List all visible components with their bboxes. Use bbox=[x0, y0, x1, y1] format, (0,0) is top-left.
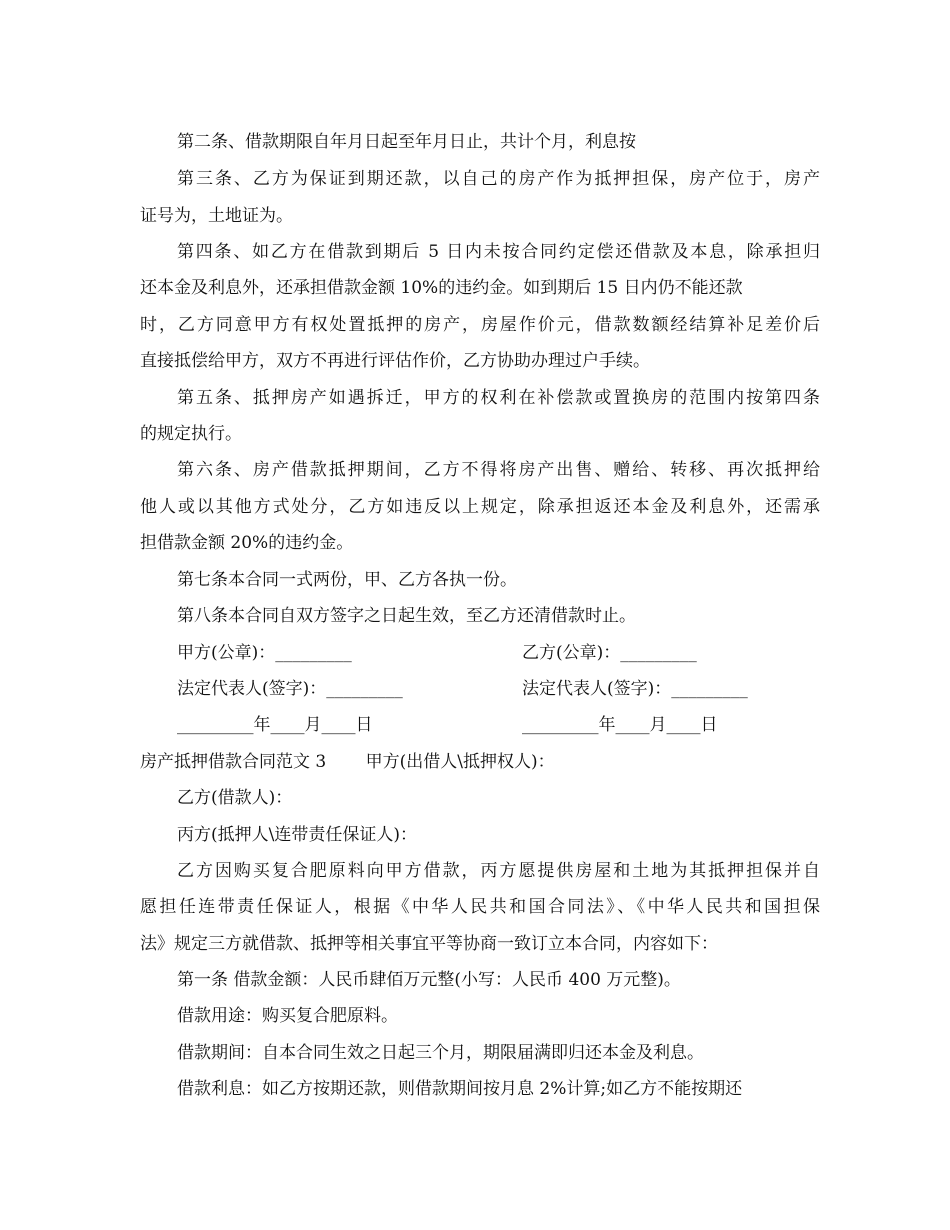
loan-interest: 借款利息：如乙方按期还款，则借款期间按月息 2%计算;如乙方不能按期还 bbox=[177, 1079, 743, 1099]
loan-period: 借款期间：自本合同生效之日起三个月，期限届满即归还本金及利息。 bbox=[177, 1043, 704, 1063]
party-a-representative-field: 法定代表人(签字)：_________ bbox=[177, 679, 403, 699]
article-3-line-1: 第三条、乙方为保证到期还款，以自己的房产作为抵押担保，房产位于，房产 bbox=[177, 169, 820, 189]
preamble-line-1: 乙方因购买复合肥原料向甲方借款，丙方愿提供房屋和土地为其抵押担保并自 bbox=[177, 861, 820, 881]
article-3-line-2: 证号为，土地证为。 bbox=[140, 206, 293, 226]
article-5-line-2: 的规定执行。 bbox=[140, 424, 242, 444]
contract-3-heading: 房产抵押借款合同范文 3 甲方(出借人\抵押权人)： bbox=[140, 752, 555, 772]
party-b-seal-field: 乙方(公章)：_________ bbox=[522, 643, 697, 663]
preamble-line-3: 法》规定三方就借款、抵押等相关事宜平等协商一致订立本合同，内容如下： bbox=[140, 934, 718, 954]
article-5-line-1: 第五条、抵押房产如遇拆迁，甲方的权利在补偿款或置换房的范围内按第四条 bbox=[177, 388, 820, 408]
party-b-label: 乙方(借款人)： bbox=[177, 788, 293, 808]
party-a-seal-field: 甲方(公章)：_________ bbox=[177, 643, 352, 663]
party-b-date-field: _________年____月____日 bbox=[522, 715, 718, 735]
party-a-date-field: _________年____月____日 bbox=[177, 715, 373, 735]
article-4-line-3: 时，乙方同意甲方有权处置抵押的房产，房屋作价元，借款数额经结算补足差价后 bbox=[140, 315, 820, 335]
article-6-line-2: 他人或以其他方式处分，乙方如违反以上规定，除承担返还本金及利息外，还需承 bbox=[140, 497, 820, 517]
article-7: 第七条本合同一式两份，甲、乙方各执一份。 bbox=[177, 570, 517, 590]
article-2-line-1: 第二条、借款期限自年月日起至年月日止，共计个月，利息按 bbox=[177, 132, 636, 152]
article-4-line-1: 第四条、如乙方在借款到期后 5 日内未按合同约定偿还借款及本息，除承担归 bbox=[177, 242, 820, 262]
loan-purpose: 借款用途：购买复合肥原料。 bbox=[177, 1006, 398, 1026]
party-b-representative-field: 法定代表人(签字)：_________ bbox=[522, 679, 748, 699]
article-1-loan-amount: 第一条 借款金额：人民币肆佰万元整(小写：人民币 400 万元整)。 bbox=[177, 970, 681, 990]
party-c-label: 丙方(抵押人\连带责任保证人)： bbox=[177, 825, 417, 845]
article-4-line-4: 直接抵偿给甲方，双方不再进行评估作价，乙方协助办理过户手续。 bbox=[140, 351, 650, 371]
preamble-line-2: 愿担任连带责任保证人，根据《中华人民共和国合同法》、《中华人民共和国担保 bbox=[140, 897, 820, 917]
article-6-line-3: 担借款金额 20%的违约金。 bbox=[140, 533, 354, 553]
article-8: 第八条本合同自双方签字之日起生效，至乙方还清借款时止。 bbox=[177, 606, 636, 626]
article-4-line-2: 还本金及利息外，还承担借款金额 10%的违约金。如到期后 15 日内仍不能还款 bbox=[140, 278, 743, 298]
article-6-line-1: 第六条、房产借款抵押期间，乙方不得将房产出售、赠给、转移、再次抵押给 bbox=[177, 460, 820, 480]
